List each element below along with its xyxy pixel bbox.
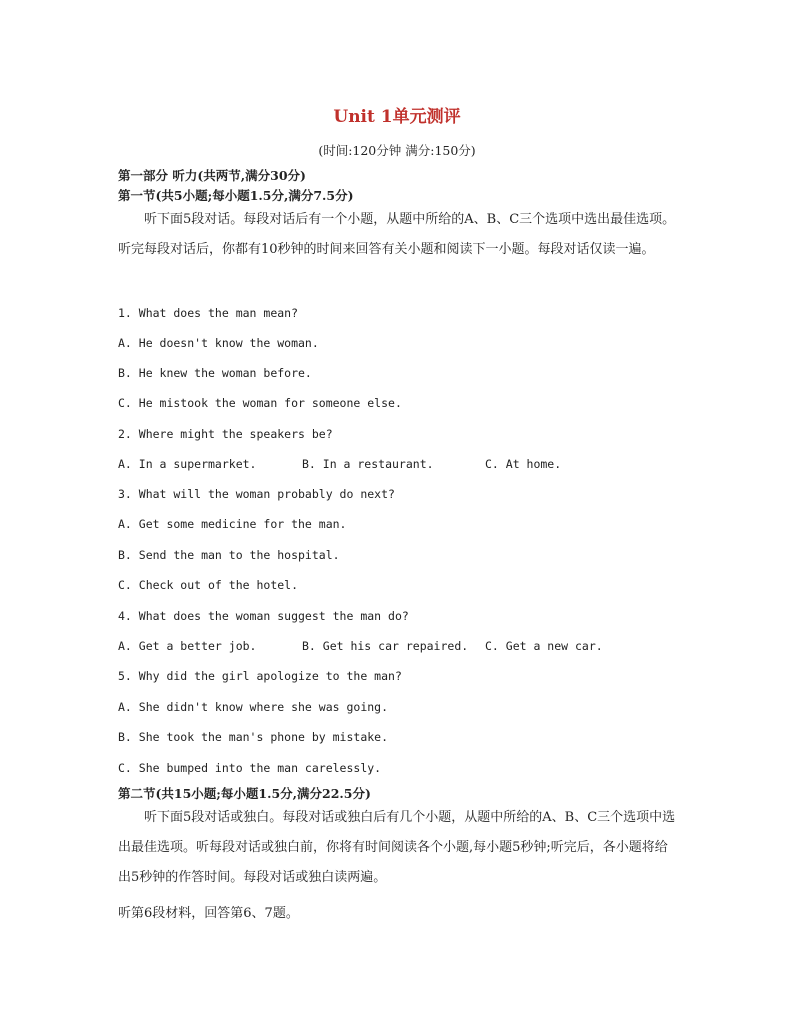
question-option: A. Get some medicine for the man. [118, 517, 347, 531]
section2-instructions: 听下面5段对话或独白。每段对话或独白后有几个小题，从题中所给的A、B、C三个选项中选出最佳选项。听每段对话或独白前，你将有时间阅读各个小题,每小题5秒钟;听完后，各小题将给出5秒钟的作答时间。每段对话或独白读两遍。 [118, 810, 676, 885]
question-stem: 4. What does the woman suggest the man do? [118, 609, 409, 623]
document-subtitle: (时间:120分钟 满分:150分) [318, 143, 476, 158]
question-option: A. She didn't know where she was going. [118, 700, 389, 714]
question-option: C. She bumped into the man carelessly. [118, 761, 382, 775]
question-option: B. Get his car repaired. [302, 639, 469, 653]
question-option: B. In a restaurant. [302, 457, 434, 471]
question-option: A. He doesn't know the woman. [118, 336, 319, 350]
question-stem: 5. Why did the girl apologize to the man? [118, 669, 402, 683]
question-option: B. Send the man to the hospital. [118, 548, 340, 562]
section1-instructions: 听下面5段对话。每段对话后有一个小题，从题中所给的A、B、C三个选项中选出最佳选项。听完每段对话后，你都有10秒钟的时间来回答有关小题和阅读下一小题。每段对话仅读一遍。 [118, 212, 676, 257]
question-stem: 2. Where might the speakers be? [118, 427, 333, 441]
section2-heading: 第二节(共15小题;每小题1.5分,满分22.5分) [118, 786, 371, 801]
question-option: C. At home. [485, 457, 562, 471]
part1-heading: 第一部分 听力(共两节,满分30分) [118, 168, 306, 183]
question-option: B. She took the man's phone by mistake. [118, 730, 389, 744]
material-note: 听第6段材料，回答第6、7题。 [118, 906, 299, 921]
question-option: B. He knew the woman before. [118, 366, 312, 380]
question-option: A. Get a better job. [118, 639, 257, 653]
question-stem: 1. What does the man mean? [118, 306, 299, 320]
question-option: C. He mistook the woman for someone else. [118, 396, 402, 410]
section1-heading: 第一节(共5小题;每小题1.5分,满分7.5分) [118, 188, 354, 203]
question-stem: 3. What will the woman probably do next? [118, 487, 395, 501]
question-option: C. Check out of the hotel. [118, 578, 299, 592]
document-title: Unit 1单元测评 [333, 107, 461, 127]
question-option: A. In a supermarket. [118, 457, 257, 471]
question-option: C. Get a new car. [485, 639, 603, 653]
